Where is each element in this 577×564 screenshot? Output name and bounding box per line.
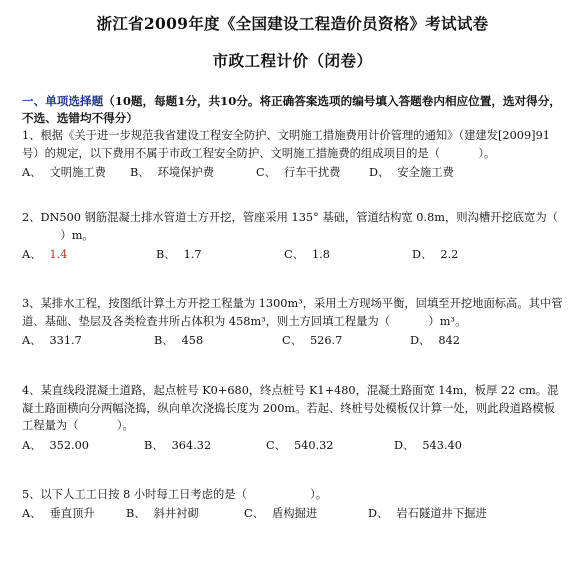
question-4-options xyxy=(22,438,563,454)
exam-subtitle: 市政工程计价（闭卷） xyxy=(212,51,373,70)
option-a: A、 文明施工费 xyxy=(22,166,106,179)
option-c: C、 1.8 xyxy=(284,248,330,261)
option-b: B、 458 xyxy=(154,334,204,347)
question-4 xyxy=(22,382,563,454)
option-d: D、 842 xyxy=(410,334,460,347)
question-4-stem xyxy=(22,382,563,435)
question-3-options xyxy=(22,333,563,349)
question-stem-end: ）。 xyxy=(478,146,496,160)
exam-title: 浙江省2009年度《全国建设工程造价员资格》考试试卷 xyxy=(96,14,489,33)
section-instructions: （10题，每题1分，共10分。将正确答案选项的编号填入答题卷内相应位置，选对得分，不选、选错均不得分） xyxy=(22,94,561,125)
option-b: B、 1.7 xyxy=(156,248,202,261)
question-2-options xyxy=(22,247,563,263)
option-a: A、 331.7 xyxy=(22,334,82,347)
question-stem-end: ）。 xyxy=(116,419,134,432)
question-1-stem xyxy=(22,127,563,162)
question-stem-text: 1、根据《关于进一步规范我省建设工程安全防护、文明施工措施费用计价管理的通知》（建建发[2009]91 号）的规定，以下费用不属于市政工程安全防护、文明施工措施费的组成项目的是（ xyxy=(22,129,550,160)
question-stem-text: 5、以下人工工日按 8 小时每工日考虑的是（ xyxy=(22,487,247,501)
question-5-options xyxy=(22,506,563,522)
question-2-stem xyxy=(22,209,563,244)
question-1-options xyxy=(22,165,563,181)
section-title: 一、单项选择题 xyxy=(22,94,104,108)
option-a: A、 垂直顶升 xyxy=(22,507,95,520)
option-b: B、 364.32 xyxy=(144,438,212,452)
option-c: C、 行车干扰费 xyxy=(256,166,341,179)
question-3-stem xyxy=(22,295,563,330)
question-stem-end: ）m³。 xyxy=(428,314,467,328)
question-1 xyxy=(22,127,563,181)
question-stem-text: 4、某直线段混凝土道路，起点桩号 K0+680，终点桩号 K1+480，混凝土路面宽 14m，板厚 22 cm。混凝土路面横向分两幅浇捣，纵向单次浇捣长度为 200m。若起、终桩号处模板仅计算一处，则此段道路模板工程量为（ xyxy=(22,384,559,432)
option-b: B、 斜井衬砌 xyxy=(126,507,199,520)
option-b: B、 环境保护费 xyxy=(130,166,215,179)
option-c: C、 540.32 xyxy=(266,438,334,452)
question-stem-text: 2、DN500 钢筋混凝土排水管道土方开挖，管座采用 135° 基础，管道结构宽 0.8m，则沟槽开挖底宽为（ xyxy=(22,211,558,224)
option-d: D、 543.40 xyxy=(394,438,462,452)
option-d: D、 岩石隧道井下掘进 xyxy=(368,507,487,520)
option-a: A、 1.4 xyxy=(22,248,68,261)
question-5-stem xyxy=(22,486,563,504)
option-c: C、 526.7 xyxy=(282,334,343,347)
question-3 xyxy=(22,295,563,349)
question-stem-text: 3、某排水工程，按图纸计算土方开挖工程量为 1300m³，采用土方现场平衡，回填至开挖地面标高。其中管道、基础、垫层及各类检查井所占体积为 458m³，则土方回填工程量为（ xyxy=(22,297,563,328)
question-stem-end: ）m。 xyxy=(60,228,94,242)
section-heading xyxy=(22,93,563,127)
question-5 xyxy=(22,486,563,523)
question-stem-end: ）。 xyxy=(310,487,328,501)
question-2 xyxy=(22,209,563,263)
option-d: D、 安全施工费 xyxy=(369,166,454,179)
option-a: A、 352.00 xyxy=(22,438,89,452)
option-c: C、 盾构掘进 xyxy=(244,507,318,520)
option-d: D、 2.2 xyxy=(412,248,459,261)
